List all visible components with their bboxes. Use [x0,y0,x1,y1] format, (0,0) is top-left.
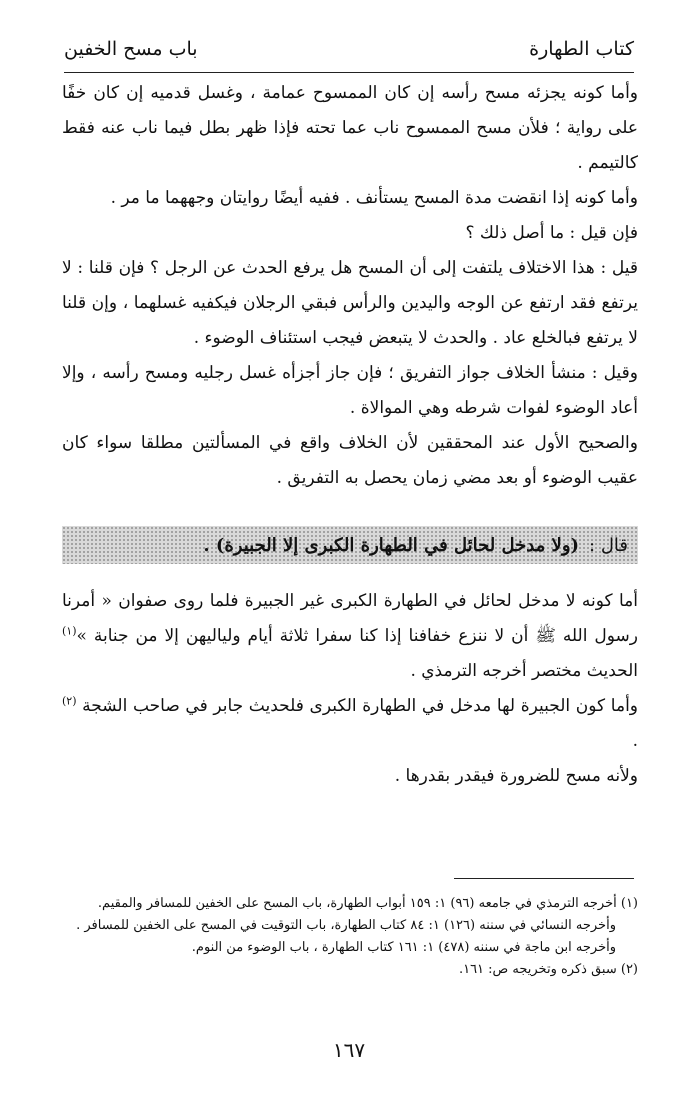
page-number: ١٦٧ [332,1038,366,1062]
footnote-ref[interactable]: (٢) [62,694,77,708]
main-text [62,76,638,794]
paragraph: وأما كونه يجزئه مسح رأسه إن كان الممسوح عمامة ، وغسل قدميه إن كان خفًا على رواية ؛ فلأن مسح الممسوح ناب عما تحته فإذا ظهر بطل فيما ناب عنه فقط كالتيمم . [62,83,638,173]
footnote: (١) أخرجه الترمذي في جامعه (٩٦) ١: ١٥٩ أبواب الطهارة، باب المسح على الخفين للمسافر والمقيم. [97,896,638,911]
footnote: (٢) سبق ذكره وتخريجه ص: ١٦١. [458,962,638,977]
banner-text: (ولا مدخل لحائل في الطهارة الكبرى إلا الجبيرة) . [203,534,580,556]
footnote-ref[interactable]: (١) [62,624,77,638]
footnotes [62,893,638,981]
footnote: وأخرجه ابن ماجة في سننه (٤٧٨) ١: ١٦١ كتاب الطهارة ، باب الوضوء من النوم. [191,940,616,955]
paragraph: وأما كونه إذا انقضت مدة المسح يستأنف . ففيه أيضًا روايتان وجههما ما مر . [110,188,638,208]
paragraph: وقيل : منشأ الخلاف جواز التفريق ؛ فإن جاز أجزأه غسل رجليه ومسح رأسه ، وإلا أعاد الوضوء لفوات شرطه وهي الموالاة . [62,363,638,418]
paragraph [62,689,638,759]
footnote: وأخرجه النسائي في سننه (١٢٦) ١: ٨٤ كتاب الطهارة، باب التوقيت في المسح على الخفين للمسافر . [76,918,616,933]
running-header [64,32,634,73]
matn-banner [62,526,638,564]
paragraph-text: الحديث مختصر أخرجه الترمذي . [410,661,638,681]
paragraph-text: وأما كون الجبيرة لها مدخل في الطهارة الكبرى فلحديث جابر في صاحب الشجة [82,696,639,716]
paragraph: ولأنه مسح للضرورة فيقدر بقدرها . [394,766,638,786]
paragraph: قيل : هذا الاختلاف يلتفت إلى أن المسح هل يرفع الحدث عن الرجل ؟ فإن قلنا : لا يرتفع فقد ارتفع عن الوجه واليدين والرأس فبقي الرجلان فيكفيه غسلهما ، وإن قلنا لا يرتفع فبالخلع عاد . والحدث لا يتبعض فيجب استئناف الوضوء . [62,258,638,348]
book-title: كتاب الطهارة [529,38,634,60]
paragraph [62,584,638,689]
chapter-title: باب مسح الخفين [64,38,198,60]
paragraph: والصحيح الأول عند المحققين لأن الخلاف واقع في المسألتين مطلقا سواء كان عقيب الوضوء أو بعد مضي زمان يحصل به التفريق . [62,433,638,488]
paragraph-text: . [632,731,638,751]
banner-label: قال : [589,534,628,556]
paragraph-text: أما كونه لا مدخل لحائل في الطهارة الكبرى غير الجبيرة فلما روى صفوان « أمرنا رسول الله ﷺ أن لا ننزع خفافنا إذا كنا سفرا ثلاثة أيام ولياليهن إلا من جنابة » [62,591,638,646]
footnote-divider [454,878,634,879]
paragraph: فإن قيل : ما أصل ذلك ؟ [465,223,638,243]
